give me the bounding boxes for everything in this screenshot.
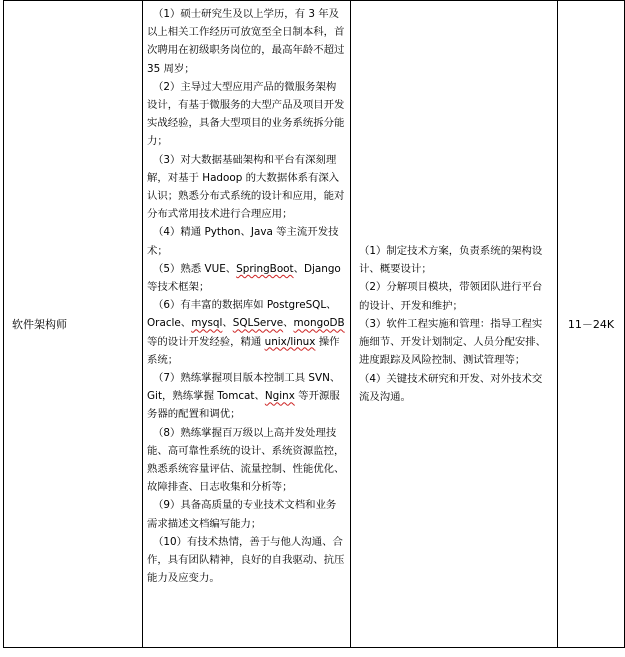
requirement-text: （4）精通 Python、Java 等主流开发技术； [147, 226, 339, 257]
duty-item: （1）制定技术方案，负责系统的架构设计、概要设计； [359, 245, 543, 276]
requirement-text: 、 [283, 317, 294, 330]
requirement-text: 、Django 等技术框架； [147, 262, 341, 294]
requirement-item [147, 223, 346, 259]
duty-item: （4）关键技术研究和开发、对外技术交流及沟通。 [359, 372, 543, 403]
requirement-text: 、 [222, 317, 233, 330]
requirement-item [147, 78, 346, 151]
requirement-text: （6）有丰富的数据库如 PostgreSQL、Oracle、 [147, 299, 337, 330]
spellcheck-flagged-term: mongoDB [293, 317, 345, 330]
job-title: 软件架构师 [12, 318, 67, 331]
job-title-cell [4, 1, 143, 648]
requirement-text: 操作系统； [147, 335, 340, 366]
requirement-item [147, 424, 346, 497]
spellcheck-flagged-term: SpringBoot [236, 262, 294, 275]
requirement-item [147, 533, 346, 588]
requirement-text: （2）主导过大型应用产品的微服务架构设计，有基于微服务的大型产品及项目开发实战经验，具备大型项目的业务系统拆分能力； [147, 80, 345, 148]
duties-cell [351, 1, 558, 648]
requirement-text: （1）硕士研究生及以上学历，有 3 年及以上相关工作经历可放宽至全日制本科，首次聘用在初级职务岗位的，最高年龄不超过 35 周岁； [147, 8, 345, 75]
requirement-text: （9）具备高质量的专业技术文档和业务需求描述文档编写能力； [147, 499, 337, 530]
spellcheck-flagged-term: Nginx [264, 390, 295, 403]
spellcheck-flagged-term: SQLServe [232, 317, 284, 330]
salary-range: 11－24K [567, 318, 615, 331]
spellcheck-flagged-term: mysql [191, 317, 223, 330]
requirement-text: （8）熟练掌握百万级以上高并发处理技能、高可靠性系统的设计、系统资源监控，熟悉系统容量评估、流量控制、性能优化、故障排查、日志收集和分析等； [147, 426, 345, 494]
requirement-text: （7）熟练掌握项目版本控制工具 SVN、Git，熟练掌握 Tomcat、 [147, 372, 341, 403]
requirement-item [147, 369, 346, 424]
requirement-item [147, 5, 346, 78]
table-row [4, 1, 625, 648]
requirement-item [147, 151, 346, 224]
duty-item: （2）分解项目模块，带领团队进行平台的设计、开发和维护； [359, 281, 543, 312]
job-table [3, 0, 625, 648]
requirement-text: （3）对大数据基础架构和平台有深刻理解，对基于 Hadoop 的大数据体系有深入认识；熟悉分布式系统的设计和应用，能对分布式常用技术进行合理应用； [147, 153, 345, 221]
duties-list [359, 242, 551, 406]
requirement-text: 等的设计开发经验，精通 [147, 335, 265, 348]
spellcheck-flagged-term: unix/linux [264, 335, 316, 348]
requirement-text: 等开源服务器的配置和调优； [147, 390, 340, 421]
salary-cell [558, 1, 625, 648]
duty-item: （3）软件工程实施和管理：指导工程实施细节、开发计划制定、人员分配安排、进度跟踪及风险控制、测试管理等； [359, 317, 547, 367]
requirement-item [147, 296, 346, 369]
requirements-cell [143, 1, 351, 648]
requirement-text: （10）有技术热情，善于与他人沟通、合作，具有团队精神，良好的自我驱动、抗压能力及应变力。 [147, 535, 345, 585]
requirement-text: （5）熟悉 VUE、 [153, 262, 237, 275]
requirements-list [147, 5, 346, 588]
requirement-item [147, 496, 346, 532]
requirement-item [147, 260, 346, 296]
